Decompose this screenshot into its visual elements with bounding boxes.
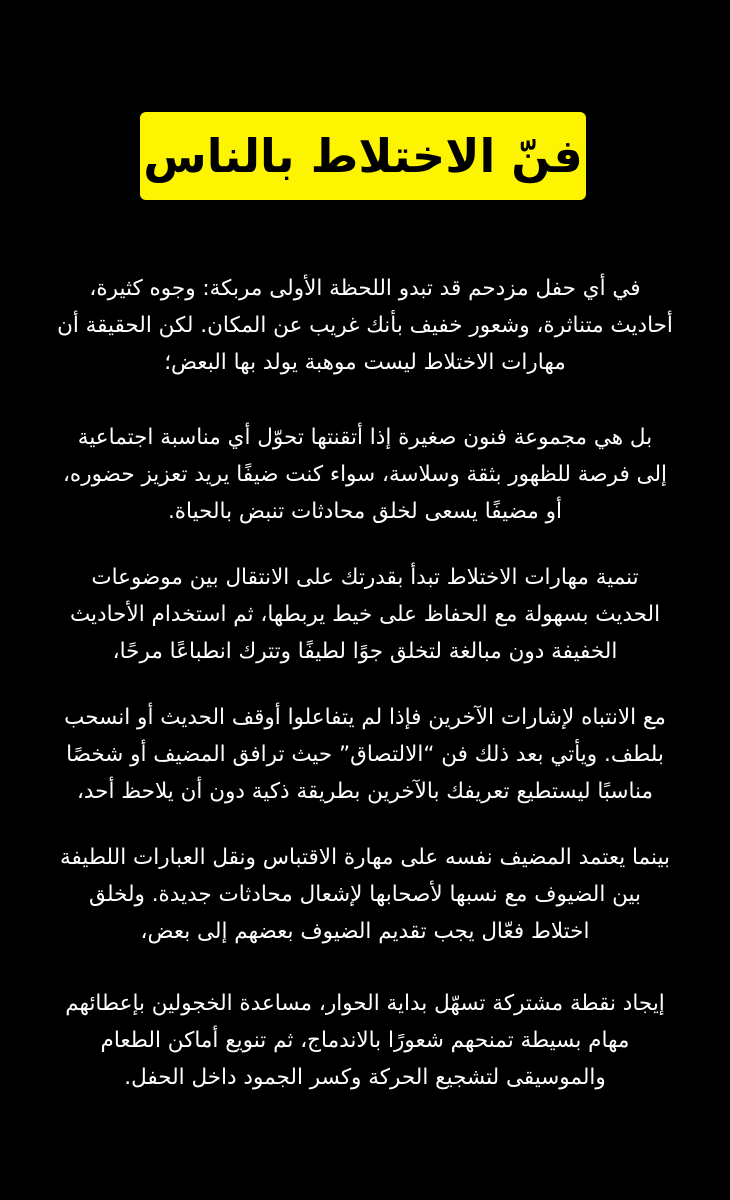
- text-line: اختلاط فعّال يجب تقديم الضيوف بعضهم إلى بعض،: [140, 919, 590, 944]
- text-line: بلطف. ويأتي بعد ذلك فن “الالتصاق” حيث ترافق المضيف أو شخصًا: [66, 742, 664, 767]
- text-line: مناسبًا ليستطيع تعريفك بالآخرين بطريقة ذكية دون أن يلاحظ أحد،: [76, 779, 654, 804]
- page-title: فنّ الاختلاط بالناس: [143, 129, 583, 183]
- paragraph-6: [18, 985, 712, 1096]
- text-line: مع الانتباه لإشارات الآخرين فإذا لم يتفاعلوا أوقف الحديث أو انسحب: [64, 705, 666, 730]
- text-line: الحديث بسهولة مع الحفاظ على خيط يربطها، ثم استخدام الأحاديث: [69, 602, 661, 627]
- text-line: أحاديث متناثرة، وشعور خفيف بأنك غريب عن المكان. لكن الحقيقة أن: [57, 313, 673, 338]
- text-line: تنمية مهارات الاختلاط تبدأ بقدرتك على الانتقال بين موضوعات: [91, 565, 639, 590]
- text-line: بينما يعتمد المضيف نفسه على مهارة الاقتباس ونقل العبارات اللطيفة: [60, 845, 670, 870]
- text-line: والموسيقى لتشجيع الحركة وكسر الجمود داخل الحفل.: [124, 1065, 606, 1090]
- paragraph-4: [18, 699, 712, 810]
- text-line: بين الضيوف مع نسبها لأصحابها لإشعال محادثات جديدة. ولخلق: [89, 882, 641, 907]
- paragraph-5: [18, 839, 712, 950]
- text-line: أو مضيفًا يسعى لخلق محادثات تنبض بالحياة.: [167, 499, 563, 524]
- text-line: مهارات الاختلاط ليست موهبة يولد بها البعض؛: [164, 350, 566, 375]
- paragraph-1: [18, 270, 712, 381]
- text-line: إيجاد نقطة مشتركة تسهّل بداية الحوار، مساعدة الخجولين بإعطائهم: [65, 991, 665, 1016]
- text-line: مهام بسيطة تمنحهم شعورًا بالاندماج، ثم تنويع أماكن الطعام: [100, 1028, 630, 1053]
- text-line: بل هي مجموعة فنون صغيرة إذا أتقنتها تحوّل أي مناسبة اجتماعية: [77, 425, 653, 450]
- text-line: الخفيفة دون مبالغة لتخلق جوًا لطيفًا وتترك انطباعًا مرحًا،: [112, 639, 618, 664]
- title-highlight-box: [140, 112, 586, 200]
- text-line: إلى فرصة للظهور بثقة وسلاسة، سواء كنت ضيفًا يريد تعزيز حضوره،: [62, 462, 667, 487]
- text-line: في أي حفل مزدحم قد تبدو اللحظة الأولى مربكة: وجوه كثيرة،: [89, 276, 641, 301]
- paragraph-3: [18, 559, 712, 670]
- paragraph-2: [18, 419, 712, 530]
